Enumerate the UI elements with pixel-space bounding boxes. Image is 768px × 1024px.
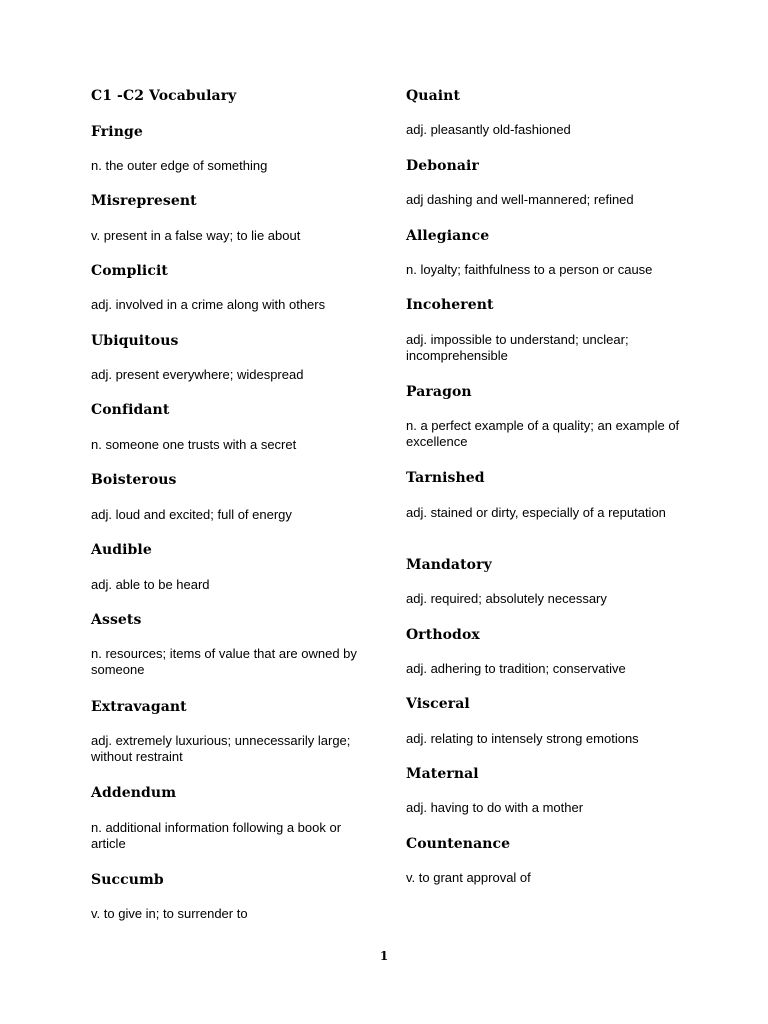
document-title: C1 -C2 Vocabulary bbox=[91, 88, 237, 104]
vocab-definition: adj. stained or dirty, especially of a reputation bbox=[406, 505, 666, 520]
vocab-term: Incoherent bbox=[406, 297, 494, 313]
vocab-definition: adj. impossible to understand; unclear; incomprehensible bbox=[406, 332, 629, 363]
vocab-term: Mandatory bbox=[406, 557, 492, 573]
vocab-definition: adj. involved in a crime along with others bbox=[91, 297, 326, 312]
vocab-term: Quaint bbox=[406, 88, 461, 104]
vocab-term: Allegiance bbox=[406, 228, 490, 244]
vocab-definition: adj. having to do with a mother bbox=[406, 800, 584, 815]
page-number: 1 bbox=[379, 949, 389, 963]
vocab-term: Misrepresent bbox=[91, 193, 197, 209]
vocab-definition: adj dashing and well-mannered; refined bbox=[406, 192, 634, 207]
vocab-definition: n. someone one trusts with a secret bbox=[91, 437, 297, 452]
vocab-term: Ubiquitous bbox=[91, 333, 179, 349]
vocab-term: Extravagant bbox=[91, 699, 187, 715]
vocab-definition: v. to give in; to surrender to bbox=[91, 906, 248, 921]
vocab-definition: adj. loud and excited; full of energy bbox=[91, 507, 292, 522]
vocab-definition: adj. present everywhere; widespread bbox=[91, 367, 304, 382]
vocab-definition: n. the outer edge of something bbox=[91, 158, 268, 173]
vocab-term: Addendum bbox=[91, 785, 177, 801]
vocab-definition: adj. pleasantly old-fashioned bbox=[406, 122, 571, 137]
vocab-definition: adj. required; absolutely necessary bbox=[406, 591, 607, 606]
vocab-term: Tarnished bbox=[406, 470, 485, 486]
vocab-term: Assets bbox=[91, 612, 142, 628]
vocab-definition: v. to grant approval of bbox=[406, 870, 531, 885]
vocab-definition: n. additional information following a book or article bbox=[91, 820, 342, 851]
vocab-term: Paragon bbox=[406, 384, 472, 400]
vocab-definition: v. present in a false way; to lie about bbox=[91, 228, 301, 243]
vocab-definition: adj. relating to intensely strong emotions bbox=[406, 731, 639, 746]
vocab-term: Succumb bbox=[91, 872, 164, 888]
vocab-term: Boisterous bbox=[91, 472, 177, 488]
vocab-term: Complicit bbox=[91, 263, 168, 279]
vocab-term: Confidant bbox=[91, 402, 170, 418]
vocab-term: Audible bbox=[91, 542, 152, 558]
vocab-definition: n. loyalty; faithfulness to a person or cause bbox=[406, 262, 653, 277]
vocab-definition: adj. adhering to tradition; conservative bbox=[406, 661, 626, 676]
vocab-term: Maternal bbox=[406, 766, 479, 782]
vocab-term: Debonair bbox=[406, 158, 479, 174]
vocab-term: Fringe bbox=[91, 124, 143, 140]
vocab-definition: adj. able to be heard bbox=[91, 577, 210, 592]
vocab-term: Countenance bbox=[406, 836, 511, 852]
vocab-definition: n. resources; items of value that are owned by someone bbox=[91, 646, 357, 677]
vocab-definition: n. a perfect example of a quality; an example of excellence bbox=[406, 418, 680, 449]
vocab-term: Visceral bbox=[406, 696, 470, 712]
vocab-term: Orthodox bbox=[406, 627, 480, 643]
vocab-definition: adj. extremely luxurious; unnecessarily large; without restraint bbox=[91, 733, 351, 764]
